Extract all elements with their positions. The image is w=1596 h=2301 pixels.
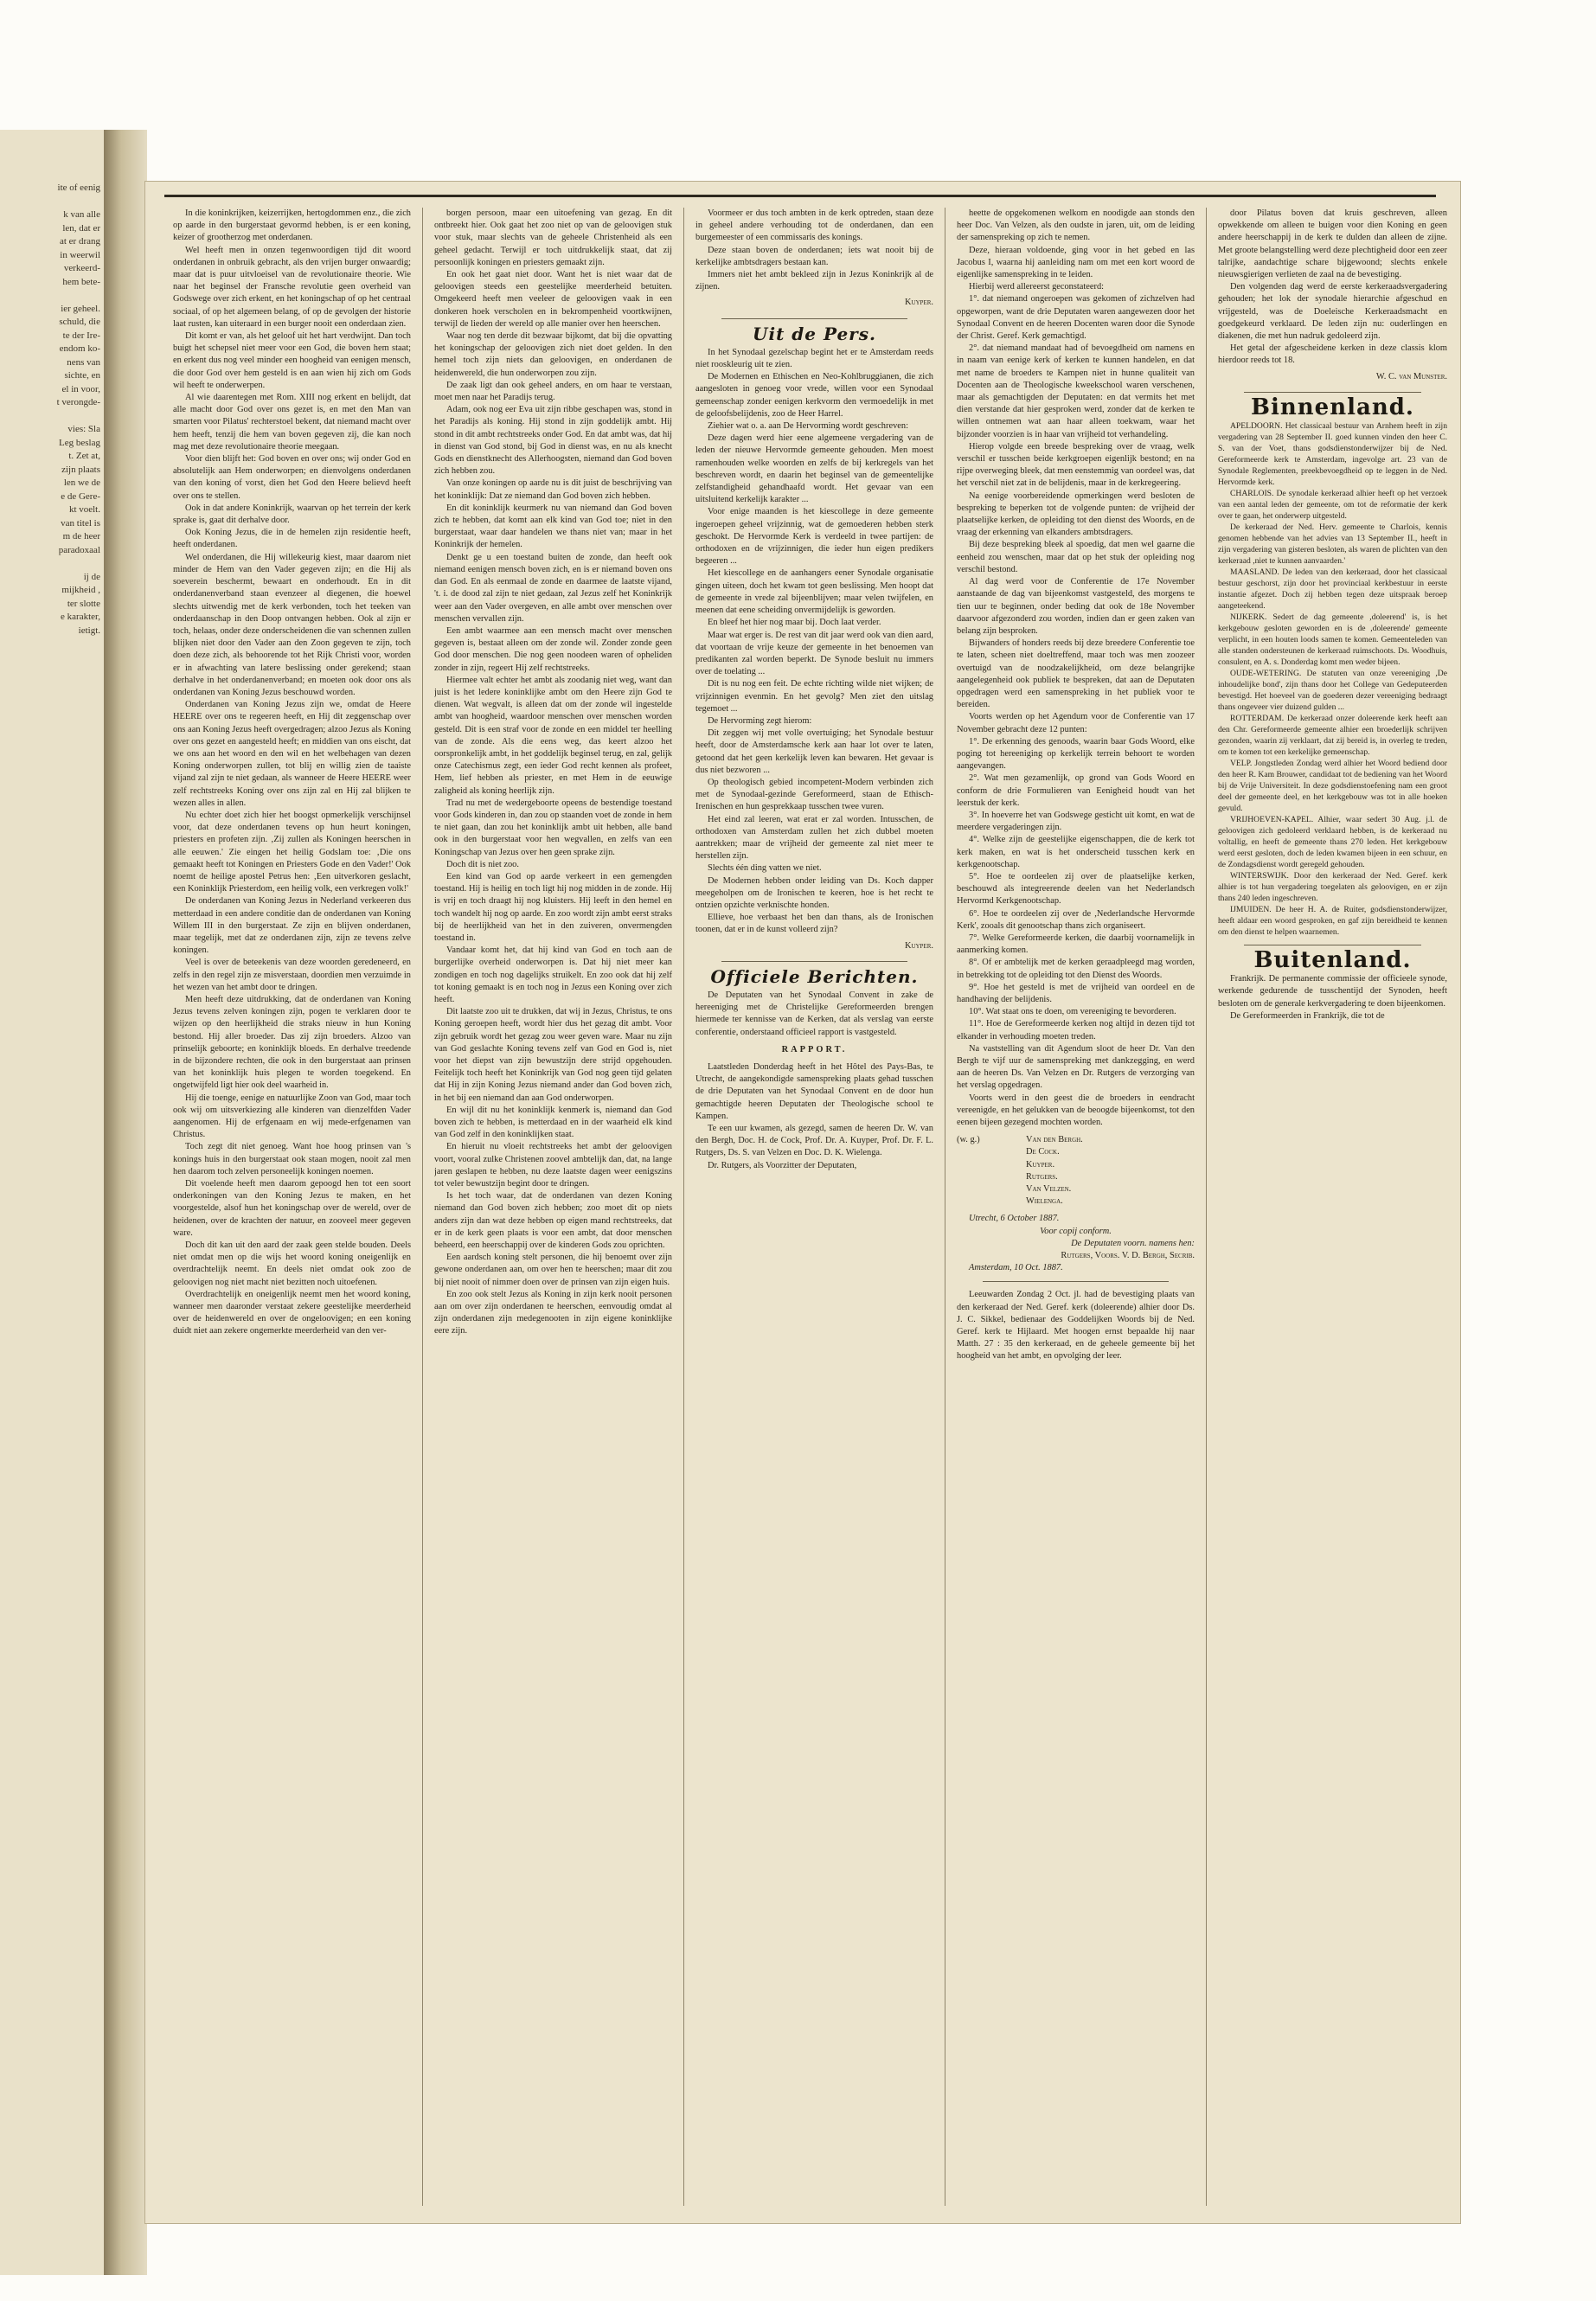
deputaten-line: De Deputaten voorn. namens hen: (1071, 1238, 1195, 1248)
article-paragraph: Waar nog ten derde dit bezwaar bijkomt, dat bij die opvatting het koningschap der geloovigen zich niet doet gelden. In den hemel toch zijn niets dan geloovigen, en onderdanen de heidenwereld, die hun onderworpen zou zijn. (434, 331, 672, 378)
article-paragraph: Veel is over de beteekenis van deze woorden geredeneerd, en zelfs in den regel zijn ze misverstaan, doordien men verzuimde in het wezen van het ambt door te dringen. (173, 958, 411, 992)
signature-prefix: (w. g.) (957, 1135, 980, 1145)
section-separator (1244, 392, 1421, 393)
article-paragraph: Vandaar komt het, dat hij kind van God en toch aan de burgerlijke overheid onderworpen is. Dat hij niet meer kan zondigen en toch nog dagelijks struikelt. En zoo ook dat hij zelf tot koning gemaakt is en toch nog in Jezus een Koning over zich heeft. (434, 945, 672, 1004)
rapport-paragraph: 5°. Hoe te oordeelen zij over de plaatselijke kerken, beschouwd als integreerende deelen van het Nederlandsch Hervormd Kerkgenootschap. (957, 871, 1195, 907)
article-paragraph: Denkt ge u een toestand buiten de zonde, dan heeft ook niemand eenigen mensch boven zich, en is er niemand boven ons dan God. En als eenmaal de zonde en daarmee de laatste vijand, 't. i. de dood zal zijn te niet gedaan, zal Jezus zelf het Koninkrijk weer aan den Vader overgeven, en alle ambt over menschen over menschen vervallen zijn. (434, 552, 672, 624)
press-paragraph: En bleef het hier nog maar bij. Doch laat verder. (708, 618, 881, 628)
column-5 (1218, 208, 1447, 2206)
article-paragraph: Doch dit is niet zoo. (446, 859, 519, 869)
article-paragraph: Nu echter doet zich hier het boogst opmerkelijk verschijnsel voor, dat deze onderdanen tevens op hun heurt koningen, priesters en profeten zijn. ‚Zij zullen als Koningen heerschen in alle eeuwen.' Zie eingen het heilig Godslam toe: ‚Die ons gemaakt heeft tot Koningen en Priesters Gode en den Vader!' Ook noemt de heilige apostel Petrus hen: ‚Een uitverkoren geslacht, een Koninklijk Priesterdom, een heilig volk, een verkregen volk!' (173, 810, 411, 894)
section-header-uit-de-pers: Uit de Pers. (753, 323, 876, 344)
article-paragraph: Adam, ook nog eer Eva uit zijn ribbe geschapen was, stond in het Paradijs als koning. Hij stond in zijn goddelijk ambt. Hij stond in dit ambt rechtstreeks onder God. En dat ambt was, dat hij in dienst van God stond, bij God in dienst was, en nu als knecht Gods en dienstknecht des Allerhoogsten, niemand dan God boven zich hebben zou. (434, 405, 672, 477)
rapport-paragraph: 8°. Of er ambtelijk met de kerken geraadpleegd mag worden, in betrekking tot de opleiding tot den Dienst des Woords. (957, 958, 1195, 980)
rapport-paragraph: heette de opgekomenen welkom en noodigde aan stonds den heer Doc. Van Velzen, als den oudste in jaren, uit, om de leiding der samenspreking op zich te nemen. (957, 208, 1195, 243)
article-paragraph: En ook het gaat niet door. Want het is niet waar dat de geloovigen steeds een geestelijke meerderheid betuiten. Omgekeerd heeft men veeleer de geloovigen vaak in een donkeren hoek verscholen en in bekrompenheid voortkwijnen, terwijl de lieden der wereld op alle manier over hen heerschen. (434, 270, 672, 329)
article-paragraph: Doch dit kan uit den aard der zaak geen stelde bouden. Deels niet omdat men op die wijs het woord koning oneigenlijk en overdrachtelijk neemt. En deels niet omdat ook zoo de geloovigen nog niet macht niet bezitten noch uitoefenen. (173, 1240, 411, 1287)
rapport-paragraph: 7°. Welke Gereformeerde kerken, die daarbij voornamelijk in aanmerking komen. (957, 933, 1195, 956)
article-paragraph: En dit koninklijk keurmerk nu van niemand dan God boven zich te hebben, dat komt aan elk kind van God toe; niet in den burgerstaat, waar daar handelen we thans niet van; maar in het Koninkrijk der hemelen. (434, 503, 672, 550)
rapport-paragraph: Bij deze bespreking bleek al spoedig, dat men wel gaarne die eenheid zou wenschen, maar dat op het stuk der opleiding nog verschil bestond. (957, 540, 1195, 574)
press-paragraph: Ziehier wat o. a. aan De Hervorming wordt geschreven: (708, 421, 908, 432)
article-paragraph: En zoo ook stelt Jezus als Koning in zijn kerk nooit personen aan om over zijn onderdanen te heerschen, eenvoudig omdat al zijn onderdanen zijn medegenooten in zijn eigene koninklijke eere zijn. (434, 1289, 672, 1336)
rapport-paragraph: Hierop volgde een breede bespreking over de vraag, welk verschil er tusschen beide kerkgroepen eigenlijk bestond; en na rijpe overweging bleek, dat men eenstemmig van oordeel was, dat het verschil niet zat in de belijdenis, maar in de kerkregeering. (957, 441, 1195, 489)
column-divider (1206, 208, 1207, 2206)
section-header-binnenland: Binnenland. (1251, 394, 1414, 420)
article-paragraph: Van onze koningen op aarde nu is dit juist de beschrijving van het koninklijk: Dat ze niemand dan God boven zich hebben. (434, 478, 672, 501)
press-paragraph: Voor enige maanden is het kiescollege in deze gemeente ingeroepen geheel vrijzinnig, wat de gemoederen hebben sterk geschokt. De Hervormde Kerk is verdeeld in twee partijen: de orthodoxen en de vrijzinnigen, die ieder hun eigen predikers begeeren ... (695, 507, 933, 567)
article-paragraph: Een kind van God op aarde verkeert in een gemengden toestand. Hij is heilig en toch ligt hij nog midden in de zonde. Hij is vrij en toch draagt hij nog kluisters. Hij leeft in den hemel en toch wandelt hij nog op aarde. En zoo wordt zijn ambt eerst straks bij de heerlijkheid van het in den zuiveren, onvermengden toestand in. (434, 871, 672, 943)
rapport-paragraph: 2°. dat niemand mandaat had of bevoegdheid om namens en in naam van eenige kerk of kerken te kunnen handelen, en dat met name de broeders te Kampen niet in hunne qualiteit van Docenten aan de Theologische kweekschool waren verschenen, maar als gemachtigden der Deputaten: en dat vermits het met dien verstande dat hier gesproken werd, zonder dat de kerken te willen ontnemen wat aan haar alleen toekwam, waar het bijzonder voorzien is in haar van vrijheid tot verhandeling. (957, 343, 1195, 439)
article-paragraph: En hieruit nu vloeit rechtstreeks het ambt der geloovigen voort, vooral zulke Christenen zoovel ambtelijk dan, dat, na lange jaren geslapen te hebben, nu deze laatste dagen weer eenigszins tot veler bewustzijn begint door te dringen. (434, 1142, 672, 1189)
article-paragraph: Het getal der afgescheidene kerken in deze classis klom hierdoor reeds tot 18. (1218, 343, 1447, 366)
binnenland-item: IJMUIDEN. De heer H. A. de Ruiter, godsdienstonderwijzer, heeft aldaar een woord gesproken, en gaf zijn bereidheid te kennen om den dienst te helpen waarnemen. (1218, 905, 1447, 938)
book-gutter (104, 130, 147, 2275)
press-paragraph: In het Synodaal gezelschap begint het er te Amsterdam reeds niet rooskleurig uit te zien. (695, 347, 933, 370)
section-separator (721, 961, 907, 962)
article-paragraph: Al wie daarentegen met Rom. XIII nog erkent en belijdt, dat alle macht door God over ons gezet is, en met den Man van smarten voor Pilatus' rechterstoel bekent, dat niemand macht over hem heeft, tenzij die hem van boven gegeven zij, die kan noch mag met deze revolutionaire theorie meegaan. (173, 393, 411, 452)
rapport-paragraph: Na vaststelling van dit Agendum sloot de heer Dr. Van den Bergh te vijf uur de samenspreking met dankzegging, en werd aan de heeren Ds. Van Velzen en Dr. Rutgers de verzorging van het verslag opgedragen. (957, 1043, 1195, 1091)
rapport-paragraph: 9°. Hoe het gesteld is met de vrijheid van oordeel en de handhaving der belijdenis. (957, 982, 1195, 1004)
signatory: Van Velzen. (1026, 1184, 1072, 1195)
header-rule (164, 195, 1436, 197)
buitenland-item: Frankrijk. De permanente commissie der officieele synode, werkende gedurende de tusschentijd der Synoden, heeft besloten om de generale kerkvergadering te doen bijeenkomen. (1218, 974, 1447, 1009)
press-paragraph: Slechts één ding vatten we niet. (708, 863, 822, 874)
rapport-paragraph: Al dag werd voor de Conferentie de 17e November aanstaande de dag van bijeenkomst vastgesteld, des morgens te tien uur te beginnen, onder beding dat ook de 18e November daarvoor afgezonderd zou worden, indien dan er geen zaken van belang zijn besproken. (957, 577, 1195, 636)
binnenland-item: VRIJHOEVEN-KAPEL. Alhier, waar sedert 30 Aug. j.l. de geloovigen zich gedoleerd verklaard hebben, is de kerkeraad nu voltallig, en heeft de gemeente thans 270 leden. Het kerkgebouw werd eerst gesloten, doch de leden kwamen bijeen in een schuur, en de Zondagsdienst wordt geregeld gehouden. (1218, 815, 1447, 870)
signatory: De Cock. (1026, 1147, 1060, 1157)
article-paragraph: Dit laatste zoo uit te drukken, dat wij in Jezus, Christus, te ons Koning geroepen heeft, wordt hier dus het gezag dit ambt. Voor zijn gebruik wordt het gezag zou weer geven ware. Maar nu zijn van God geslachte Koning tevens zelf van God en God is, niet voor het diepst van zijn bewustzijn dere strijd opgehouden. Feitelijk toch heeft het Koninkrijk van God nog geen tijd gelaten dat Hij in zijn Koning Jezus niemand ander dan God boven zich, in het bij een niemand dan aan God onderworpen. (434, 1007, 672, 1103)
column-divider (422, 208, 423, 2206)
signatory: Kuyper. (1026, 1159, 1055, 1170)
column-4 (957, 208, 1195, 2206)
press-paragraph: Deze dagen werd hier eene algemeene vergadering van de leden der nieuwe Hervormde gemeente gehouden. Men moest ramenhouden welke woorden en zelfs de bij kerkregels van het beschreven wordt, en daarin het beginsel van de gemeentelijke zelfstandigheid gehandhaafd wordt. Het gevaar van een uitsluitend kerkelijk karakter ... (695, 433, 933, 505)
article-paragraph: Voor dien blijft het: God boven en over ons; wij onder God en absolutelijk aan Hem onderworpen; en dienvolgens onderdanen van den koning of vorst, dien het God den Heere believd heeft over ons te stellen. (173, 454, 411, 501)
leeuwarden-notice: Leeuwarden Zondag 2 Oct. jl. had de bevestiging plaats van den kerkeraad der Ned. Geref. kerk (doleerende) alhier door Ds. J. C. Sikkel, bedienaar des Goddelijken Woords bij de Ned. Geref. kerk te Hijlaard. Met hoogen ernst bepaalde hij naar Matth. 27 : 35 den kerkeraad, en de geheele gemeente bij het hoogheid van het ambt, en opvolging der leer. (957, 1290, 1195, 1362)
press-paragraph: De Modernen en Ethischen en Neo-Kohlbruggianen, die zich aangesloten in genoeg voor vrede, willen voor een Synodaal gemeenschap zonder eenigen kerkvorm den vermoedelijk in met de geloofsbelijdenis, zoo de Heer Harrel. (695, 372, 933, 419)
article-paragraph: Men heeft deze uitdrukking, dat de onderdanen van Koning Jezus tevens zelven koningen zijn, pogen te verklaren door te wijzen op den heerlijkheid die straks nieuw in hun Koning bestond. Hij aller broeder. Das zij zijn broeders. Alzoo van prinselijk geboorte; en koninklijk bloeds. En derhalve treedende in de bijzondere rechten, die ook in den burgerstaat aan prinsen van het koninklijk huis plegen te worden toegekend. En ongetwijfeld ligt hier ook deel waarheid in. (173, 995, 411, 1091)
article-paragraph: Een ambt waarmee aan een mensch macht over menschen gegeven is, bestaat alleen om der zonde wil. Zonder zonde geen God door menschen. Die nog geen noodeen waren of opheliden zonder in zijn, regeert Hij zelf rechtstreeks. (434, 625, 672, 673)
byline-kuyper-2: Kuyper. (904, 940, 933, 951)
press-paragraph: Maar wat erger is. De rest van dit jaar werd ook van dien aard, dat voortaan de vrije keuze der gemeente in het benoemen van predikanten zal worden beperkt. De Synode besluit nu immers over de toelating ... (695, 630, 933, 677)
article-paragraph: Ook Koning Jezus, die in de hemelen zijn residentie heeft, heeft onderdanen. (173, 528, 411, 550)
article-paragraph: Ook in dat andere Koninkrijk, waarvan op het terrein der kerk sprake is, gaat dit derhalve door. (173, 503, 411, 526)
copy-conform: Voor copij conform. (1040, 1226, 1112, 1236)
binnenland-item: ROTTERDAM. De kerkeraad onzer doleerende kerk heeft aan den Chr. Gereformeerde gemeente alhier een broederlijk schrijven gezonden, waarin zij verklaart, dat zij bereid is, in overleg te treden, om te komen tot een kerkelijke gemeenschap. (1218, 714, 1447, 758)
deputaten-names: Rutgers, Voors. V. D. Bergh, Secrib. (1061, 1251, 1195, 1261)
article-paragraph: Wel onderdanen, die Hij willekeurig kiest, maar daarom niet minder de Hem van den Vader gegeven zijn; en die Hij als soeverein beschermt, bewaart en onderhoudt. En in dit onderdanenverband staan evenzeer al diegenen, die hoewel slechts uitwendig met de kerk verbonden, toch het teeken van onderdaanschap in den Doop ontvangen hebben. Ook al zijn er toch, helaas, onder deze onderscheidenen die van schennen zullen blijken niet door den Vader aan den Zoon gegeven te zijn, toch doen deze zich, als behoorende tot het Rijk Christi voor, worden er in afwachting van latere beslissing onder gerekend; staan derhalve in het onderdanenverband; en moeten ook door ons als onderdanen van Koning Jezus beschouwd worden. (173, 552, 411, 697)
dateline: Utrecht, 6 October 1887. (969, 1214, 1060, 1224)
rapport-paragraph: 1°. De erkenning des genoods, waarin baar Gods Woord, elke poging tot hereeniging op kerkelijk terrein behoort te worden aangevangen. (957, 736, 1195, 772)
column-1 (173, 208, 411, 2206)
press-paragraph: Het kiescollege en de aanhangers eener Synodale organisatie gingen uiteen, doch het kwam tot geen beslissing. Men hoopt dat de gemeente in vrede zal bijeenblijven; maar velen twijfelen, en meenen dat eene scheiding onvermijdelijk is geworden. (695, 568, 933, 616)
article-paragraph: Toch zegt dit niet genoeg. Want hoe hoog prinsen van 's konings huis in den burgerstaat ook staan mogen, nooit zal men hen daarom toch zelven personeelijk koningen noemen. (173, 1142, 411, 1176)
article-paragraph: Dit komt er van, als het geloof uit het hart verdwijnt. Dan toch buigt het schepsel niet meer voor een God, die boven hem staat; en erkent dus nog veel minder een hoogheid van eenigen mensch, die door God over hem gesteld is en aan wien hij zich om Gods wil heeft te onderwerpen. (173, 331, 411, 390)
rapport-paragraph: 4°. Welke zijn de geestelijke eigenschappen, die de kerk tot kerk maken, en wat is het onderscheid tusschen kerk en kerkgenootschap. (957, 835, 1195, 869)
binnenland-item: De kerkeraad der Ned. Herv. gemeente te Charlois, kennis genomen hebbende van het advies van 13 September II., heeft in zijn vergadering van gisteren besloten, als waren de plichten van den kerkeraad ,niet te kunnen aanvaarden.' (1218, 522, 1447, 567)
binnenland-item: MAASLAND. De leden van den kerkeraad, door het classicaal bestuur geschorst, zijn door het provinciaal kerkbestuur in eerste instantie afgezet. Doch zij hebben tegen deze uitspraak beroep aangeteekend. (1218, 567, 1447, 612)
rapport-paragraph: 1°. dat niemand ongeroepen was gekomen of zichzelven had opgeworpen, want de drie Deputaten waren aangewezen door het Synodaal Convent en de heeren Docenten waren door die Synode der Christ. Geref. Kerk gemachtigd. (957, 294, 1195, 342)
signature-block (957, 1134, 1195, 1208)
article-paragraph: Deze staan boven de onderdanen; iets wat nooit bij de kerkelijke ambtsdragers bestaan kan. (695, 245, 933, 267)
rapport-paragraph: Voorts werd in den geest die de broeders in eendracht vereenigde, en het gelukken van de beoogde bijeenkomst, tot den eenen bijeen gezegend mochten worden. (957, 1093, 1195, 1128)
byline-kuyper: Kuyper. (904, 298, 933, 308)
rapport-paragraph: 10°. Wat staat ons te doen, om vereeniging te bevorderen. (969, 1007, 1176, 1017)
rapport-title: RAPPORT. (781, 1044, 848, 1054)
binnenland-item: APELDOORN. Het classicaal bestuur van Arnhem heeft in zijn vergadering van 28 September II. goed kunnen vinden den heer C. S. van der Voet, thans godsdienstonderwijzer bij de Ned. Gereformeerde kerk te Amsterdam, ingevolge art. 23 van de Synodale Reglementen, preekbevoegdheid op te leggen in de Ned. Hervormde kerk. (1218, 421, 1447, 488)
column-2 (434, 208, 672, 2206)
rapport-paragraph: Deze, hieraan voldoende, ging voor in het gebed en las Jacobus I, waarna hij aanleiding nam om met een kort woord de eigenlijke samenspreking in te leiden. (957, 245, 1195, 280)
article-paragraph: door Pilatus boven dat kruis geschreven, alleen opwekkende om alleen te buigen voor dien Koning en geen andere heerschappij in de kerk te dulden dan alleen de zijne. Met groote belangstelling werd deze plechtigheid door een zeer talrijke, aandachtige schare bijgewoond; slechts enkele nieuwsgierigen verlieten de zaal na de bevestiging. (1218, 208, 1447, 280)
rapport-paragraph: 2°. Wat men gezamenlijk, op grond van Gods Woord en conform de drie Formulieren van Eenigheid houdt van het leerstuk der kerk. (957, 773, 1195, 808)
press-paragraph: Dit zeggen wij met volle overtuiging; het Synodale bestuur heeft, door de Amsterdamsche kerk aan haar lot over te laten, getoond dat het geen kerkelijk leven kan bewaren. Het gevaar is dus niet bezworen ... (695, 728, 933, 775)
article-paragraph: De onderdanen van Koning Jezus in Nederland verkeeren dus metterdaad in een andere conditie dan de onderdanen van Koning Willem III in den burgerstaat. Ze zijn en blijven onderdanen, maar tegelijk, met dat ze onderdanen zijn, zijn ze tevens zelve koningen. (173, 896, 411, 956)
rapport-paragraph: Hierbij werd allereerst geconstateerd: (969, 282, 1105, 292)
article-paragraph: Wel heeft men in onzen tegenwoordigen tijd dit woord onderdanen in onbruik gebracht, als den vrijen burger onwaardig; maar dat is puur uitvloeisel van de revolutionaire theorie. Wie naar het beginsel der Fransche revolutie geen overheid van Godswege over zich erkent, en het koningschap of op het centraal sociaal, of op het algemeen belang, of op de gevolgen der historie laat rusten, kan uiteraard in een burger nooit een onderdaan zien. (173, 245, 411, 329)
signature-van-munster: W. C. van Munster. (1375, 371, 1447, 381)
press-paragraph: Ellieve, hoe verbaast het ben dan thans, als de Ironischen toonen, dat er in de kunst volleerd zijn? (695, 913, 933, 935)
section-separator (721, 318, 907, 319)
binnenland-item: OUDE-WETERING. De statuten van onze vereeniging ,De inhoudelijke bond', zijn thans door het College van Gedeputeerden bevestigd. Het hoeveel van de goederen dezer vereeniging bedraagt thans ongeveer vier duizend gulden ... (1218, 669, 1447, 713)
article-paragraph: Overdrachtelijk en oneigenlijk neemt men het woord koning, wanneer men daaronder verstaat zekere geestelijke meerderheid over de heidenwereld en over de ongeloovigen; en een koning duidt niet aan zekere ongemerkte meerderheid van den ver- (173, 1289, 411, 1336)
official-paragraph: De Deputaten van het Synodaal Convent in zake de hereeniging met de Christelijke Gereformeerden brengen hiermede ter kennisse van de Kerken, dat als verslag van eerste conferentie, onderstaand officieel rapport is vastgesteld. (695, 990, 933, 1037)
article-paragraph: In die koninkrijken, keizerrijken, hertogdommen enz., die zich op aarde in den burgerstaat gevormd hebben, is er een koning, keizer of grootherzog met onderdanen. (173, 208, 411, 243)
article-paragraph: Is het toch waar, dat de onderdanen van dezen Koning niemand dan God boven zich hebben; zoo moet dit op niets anders zijn dan wat deze hebben op eigen mand rechtstreeks, dat er in de kerk geen plaats is voor een ambt, dat door menschen beheerd, een heerschappij over de kinderen Gods zou oprichten. (434, 1191, 672, 1251)
rapport-paragraph: Voorts werden op het Agendum voor de Conferentie van 17 November gebracht deze 12 punten: (957, 712, 1195, 734)
binnenland-item: CHARLOIS. De synodale kerkeraad alhier heeft op het verzoek van een aantal leden der gemeente, om tot de reformatie der kerk over te gaan, het onderwerp uitgesteld. (1218, 489, 1447, 522)
article-paragraph: Een aardsch koning stelt personen, die hij benoemt over zijn gewone onderdanen aan, om over hen te heerschen; maar dit zou bij niet nooit of nimmer doen over de prinsen van zijn eigen huis. (434, 1253, 672, 1287)
rapport-paragraph: 3°. In hoeverre het van Godswege gesticht uit komt, en wat de meerdere vergaderingen zijn. (957, 810, 1195, 833)
adjacent-page-text: ite of eenig k van alle len, dat er at er drang in weerwil verkeerd- hem bete- ier geheel. schuld, die te der Ire- endom ko- nens van sichte, en el in voor, t verongde- vies: Sla Leg beslag t. Zet at, zijn plaats len we de e de Gere- kt voelt. van titel is m de heer paradoxaal ij de mijkheid , ter slotte e karakter, ietigt. (56, 183, 100, 636)
press-paragraph: Dit is nu nog een feit. De echte richting wilde niet wijken; de vrijzinnigen evenmin. En het gevolg? Men ziet den uitslag tegemoet ... (695, 679, 933, 714)
article-paragraph: borgen persoon, maar een uitoefening van gezag. En dit ontbreekt hier. Ook gaat het zoo niet op van de geloovigen stuk voor stuk, maar slechts van de geheele Christenheid als een geheel gedacht. Terwijl er toch uitdrukkelijk staat, dat zij persoonlijk koningen en priesters gemaakt zijn. (434, 208, 672, 267)
rapport-paragraph: Laatstleden Donderdag heeft in het Hôtel des Pays-Bas, te Utrecht, de aangekondigde samenspreking plaats gehad tusschen de drie Deputaten van het Synodaal Convent en de door hun gemachtigde heeren Deputaten der Theologische school te Kampen. (695, 1062, 933, 1121)
article-paragraph: Trad nu met de wedergeboorte opeens de bestendige toestand voor Gods kinderen in, dan zou op staanden voet de zonde in hem te niet gaan, dan zou het koninklijk ambt uit hebben, alle band ook in den burgerstaat voor hen wegvallen, en zelfs van een Koningschap van Jezus over hen geen sprake zijn. (434, 798, 672, 857)
adjacent-page-fragment (0, 130, 106, 2275)
binnenland-item: NIJKERK. Sedert de dag gemeente ,doleerend' is, is het kerkgebouw gesloten geworden en is de ,doleerende' gemeente verplicht, in een houten loods samen te komen. Gemeenteleden van alle standen ondersteunen de kerkeraad ruimschoots. Ds. Woodhuis, consulent, en A. s. Donderdag komt men weder bijeen. (1218, 612, 1447, 668)
press-paragraph: Het eind zal leeren, wat erat er zal worden. Intusschen, de orthodoxen van Amsterdam zullen het zich dubbel moeten aantrekken; maar de vrijheid der gemeente zal niet meer te herstellen zijn. (695, 814, 933, 862)
rapport-paragraph: 6°. Hoe te oordeelen zij over de ,Nederlandsche Hervormde Kerk', zooals dit genootschap thans zich organiseert. (957, 908, 1195, 931)
press-paragraph: De Hervorming zegt hierom: (708, 715, 812, 726)
press-paragraph: Op theologisch gebied incompetent-Modern verbinden zich met de Synodaal-gezinde Gereformeerd, staan de Ethisch-Irenischen en hun gesprekkaap tusschen twee vuren. (695, 777, 933, 812)
article-paragraph: Immers niet het ambt bekleed zijn in Jezus Koninkrijk al de zijnen. (695, 270, 933, 292)
signatory: Van den Bergh. (1026, 1135, 1083, 1145)
column-divider (683, 208, 684, 2206)
article-paragraph: Onderdanen van Koning Jezus zijn we, omdat de Heere HEERE over ons te regeeren heeft, en Hij dit zeggenschap over ons aan Koning Jezus heeft overgedragen; alzoo Jezus als Koning over ons gezet en aangesteld heeft; en middien van ons eischt, dat we ons aan het woord en den wil en het welbehagen van dezen Koning onderworpen zullen, tot blij en willig zien de taaiste vijand zal zijn te niet gedaan, als wanneer de Heere HEERE weer zelf rechtstreeks Koning over ons zijn zal en Hij zal blijken te wezen alles in allen. (173, 700, 411, 808)
column-3 (695, 208, 933, 2206)
signatory: Wielenga. (1026, 1196, 1063, 1207)
rapport-paragraph: Na eenige voorbereidende opmerkingen werd besloten de bespreking te beperken tot de volgende punten: de vrijheid der plaatselijke kerken, de opleiding tot den dienst des Woords, en de vraag der erkenning van elkanders ambtsdragers. (957, 490, 1195, 538)
signatory: Rutgers. (1026, 1171, 1058, 1182)
press-paragraph: De Modernen hebben onder leiding van Ds. Koch dapper meegeholpen om de Ironischen te keeren, hoe is het recht te ontzien opzichte verknischte honden. (695, 875, 933, 910)
article-paragraph: Voormeer er dus toch ambten in de kerk optreden, staan deze in geheel andere verhouding tot de onderdanen, dan een burgemeester of een commissaris des konings. (695, 208, 933, 243)
amsterdam-dateline: Amsterdam, 10 Oct. 1887. (969, 1263, 1063, 1273)
section-header-officiele-berichten: Officiele Berichten. (710, 965, 919, 987)
section-header-buitenland: Buitenland. (1253, 947, 1412, 974)
article-paragraph: Hij die toenge, eenige en natuurlijke Zoon van God, maar toch ook wij om uitsverkiezing alle kinderen van dienzelfden Vader aangenomen. Hij de erfgenaam en wij mede-erfgenamen van Christus. (173, 1093, 411, 1140)
article-paragraph: Dit voelende heeft men daarom gepoogd hen tot een soort onderkoningen van den Koning Jezus te maken, en het voorgestelde, alsof hun het koningschap over de wereld, over de heidenen, over de krachten der natuur, en zooveel meer gegeven ware. (173, 1179, 411, 1238)
article-paragraph: En wijl dit nu het koninklijk kenmerk is, niemand dan God boven zich te hebben, is metterdaad en in der waarheid elk kind van God zelf in den koninklijken staat. (434, 1105, 672, 1140)
rapport-paragraph: Bijwanders of honders reeds bij deze breedere Conferentie toe te laten, scheen niet doeltreffend, maar toch was men zoozeer overtuigd van de noodzakelijkheid, om deze belangrijke aangelegenheid ook publiek te bespreken, dat aan de Deputaten opgedragen werd een samenspreking in het publiek voor te bereiden. (957, 638, 1195, 710)
article-paragraph: Den volgenden dag werd de eerste kerkeraadsvergadering gehouden; het lok der synodale hierarchie afgeschud en vrijgesteld, was de Doeleische Kerkeraadsmacht en goedgekeurd verklaard. De leden zijn nu: ouderlingen en diakenen, die met hun nadruk gedoleerd zijn. (1218, 282, 1447, 342)
buitenland-item: De Gereformeerden in Frankrijk, die tot de (1230, 1010, 1385, 1021)
binnenland-item: VELP. Jongstleden Zondag werd alhier het Woord bediend door den heer R. Kam Brouwer, candidaat tot de bediening van het Woord bij de Vrije Universiteit. In deze godsdienstoefening nam een groot deel der gemeente deel, en het kerkgebouw was tot in alle hoeken gevuld. (1218, 759, 1447, 814)
article-paragraph: Hiermee valt echter het ambt als zoodanig niet weg, want dan juist is het ledere koninklijke ambt om den Heere zijn God te dienen. Wat wegvalt, is alleen dat om der zonde wil ingestelde ambt van hoogheid, waardoor menschen over menschen worden gesteld. Dit is een straf voor de zonde en een middel ter heelling van de zonde. Als die eens weg, das keert alzoo het oorspronkelijk ambt, in het goddelijk beginsel terug, en zal, gelijk onze Catechismus zegt, een ieder God recht kennen als profeet, Hem, lief hebben als priester, en met Hem in de eeuwige zaligheid als koning heerlijk zijn. (434, 675, 672, 796)
section-separator (983, 1281, 1169, 1282)
article-paragraph: De zaak ligt dan ook geheel anders, en om haar te verstaan, moet men naar het Paradijs terug. (434, 380, 672, 403)
rapport-paragraph: Dr. Rutgers, als Voorzitter der Deputaten, (708, 1160, 857, 1170)
binnenland-item: WINTERSWIJK. Door den kerkeraad der Ned. Geref. kerk alhier is tot hun vergadering toegelaten als geloovigen, en er zijn thans 240 leden ingeschreven. (1218, 871, 1447, 904)
rapport-paragraph: Te een uur kwamen, als gezegd, samen de heeren Dr. W. van den Bergh, Doc. H. de Cock, Prof. Dr. A. Kuyper, Prof. Dr. F. L. Rutgers, Ds. S. van Velzen en Doc. D. K. Wielenga. (695, 1124, 933, 1158)
rapport-paragraph: 11°. Hoe de Gereformeerde kerken nog altijd in dezen tijd tot elkander in verhouding moeten treden. (957, 1019, 1195, 1042)
